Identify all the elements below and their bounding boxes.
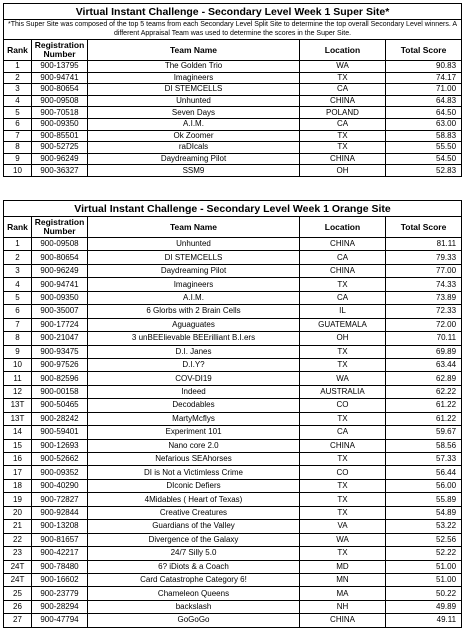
registration-number-cell: 900-09508	[32, 95, 88, 107]
registration-number-cell: 900-85501	[32, 130, 88, 142]
total-score-cell: 61.22	[386, 399, 462, 412]
registration-number-cell: 900-70518	[32, 107, 88, 119]
location-cell: TX	[300, 506, 386, 519]
registration-number-cell: 900-80654	[32, 251, 88, 264]
table-row	[4, 305, 462, 318]
rank-cell: 14	[4, 426, 32, 439]
registration-number-cell: 900-82596	[32, 372, 88, 385]
location-cell: CA	[300, 291, 386, 304]
location-cell: TX	[300, 130, 386, 142]
total-score-cell: 49.11	[386, 614, 462, 627]
location-cell: POLAND	[300, 107, 386, 119]
table-row	[4, 412, 462, 425]
total-score-cell: 55.50	[386, 142, 462, 154]
team-name-cell: Experiment 101	[88, 426, 300, 439]
total-score-cell: 50.22	[386, 587, 462, 600]
total-score-cell: 58.56	[386, 439, 462, 452]
location-cell: WA	[300, 533, 386, 546]
location-cell: TX	[300, 142, 386, 154]
team-name-cell: Nano core 2.0	[88, 439, 300, 452]
total-score-cell: 49.89	[386, 600, 462, 613]
location-cell: VA	[300, 520, 386, 533]
rank-cell: 9	[4, 153, 32, 165]
rank-cell: 5	[4, 107, 32, 119]
table-row	[4, 345, 462, 358]
table-row	[4, 453, 462, 466]
rank-cell: 5	[4, 291, 32, 304]
table-row	[4, 520, 462, 533]
registration-number-cell: 900-09508	[32, 238, 88, 251]
team-name-cell: D.I. Janes	[88, 345, 300, 358]
location-cell: CA	[300, 426, 386, 439]
table-row	[4, 318, 462, 331]
rank-cell: 21	[4, 520, 32, 533]
team-name-cell: Decodables	[88, 399, 300, 412]
registration-number-cell: 900-92844	[32, 506, 88, 519]
location-cell: TX	[300, 493, 386, 506]
table-row	[4, 385, 462, 398]
registration-number-cell: 900-94741	[32, 72, 88, 84]
super-site-table	[3, 3, 462, 177]
rank-cell: 4	[4, 95, 32, 107]
total-score-cell: 70.11	[386, 332, 462, 345]
registration-number-header: Registration Number	[32, 217, 88, 238]
registration-number-cell: 900-12693	[32, 439, 88, 452]
registration-number-cell: 900-59401	[32, 426, 88, 439]
team-name-cell: backslash	[88, 600, 300, 613]
location-cell: NH	[300, 600, 386, 613]
table-row	[4, 95, 462, 107]
total-score-cell: 59.67	[386, 426, 462, 439]
table-row	[4, 130, 462, 142]
location-cell: CHINA	[300, 264, 386, 277]
registration-number-cell: 900-13208	[32, 520, 88, 533]
registration-number-cell: 900-42217	[32, 547, 88, 560]
table-row	[4, 153, 462, 165]
rank-cell: 19	[4, 493, 32, 506]
team-name-cell: SSM9	[88, 165, 300, 177]
team-name-cell: 3 unBEElievable BEErilliant B.I.ers	[88, 332, 300, 345]
total-score-cell: 90.83	[386, 61, 462, 73]
total-score-cell: 62.22	[386, 385, 462, 398]
registration-number-cell: 900-40290	[32, 479, 88, 492]
location-cell: CO	[300, 466, 386, 479]
rank-cell: 16	[4, 453, 32, 466]
team-name-cell: 6 Glorbs with 2 Brain Cells	[88, 305, 300, 318]
rank-cell: 2	[4, 72, 32, 84]
rank-cell: 13T	[4, 412, 32, 425]
team-name-cell: Divergence of the Galaxy	[88, 533, 300, 546]
registration-number-cell: 900-23779	[32, 587, 88, 600]
location-cell: TX	[300, 278, 386, 291]
total-score-cell: 57.33	[386, 453, 462, 466]
registration-number-cell: 900-17724	[32, 318, 88, 331]
total-score-cell: 71.00	[386, 84, 462, 96]
total-score-cell: 81.11	[386, 238, 462, 251]
location-cell: OH	[300, 165, 386, 177]
team-name-cell: D.I.Y?	[88, 358, 300, 371]
location-cell: CHINA	[300, 95, 386, 107]
team-name-cell: A.I.M.	[88, 118, 300, 130]
orange-site-results	[3, 200, 461, 628]
table-row	[4, 573, 462, 586]
registration-number-cell: 900-72827	[32, 493, 88, 506]
table-row	[4, 600, 462, 613]
registration-number-cell: 900-93475	[32, 345, 88, 358]
location-cell: AUSTRALIA	[300, 385, 386, 398]
total-score-cell: 56.44	[386, 466, 462, 479]
location-cell: CHINA	[300, 439, 386, 452]
location-cell: TX	[300, 358, 386, 371]
team-name-cell: DI STEMCELLS	[88, 251, 300, 264]
table-row	[4, 506, 462, 519]
table-row	[4, 165, 462, 177]
team-name-cell: Imagineers	[88, 278, 300, 291]
location-cell: MN	[300, 573, 386, 586]
registration-number-cell: 900-47794	[32, 614, 88, 627]
rank-header: Rank	[4, 40, 32, 61]
registration-number-header: Registration Number	[32, 40, 88, 61]
rank-header: Rank	[4, 217, 32, 238]
table-row	[4, 107, 462, 119]
total-score-cell: 54.50	[386, 153, 462, 165]
rank-cell: 10	[4, 358, 32, 371]
super-site-title: Virtual Instant Challenge - Secondary Level Week 1 Super Site*	[4, 4, 462, 20]
registration-number-cell: 900-09352	[32, 466, 88, 479]
total-score-cell: 54.89	[386, 506, 462, 519]
total-score-cell: 56.00	[386, 479, 462, 492]
rank-cell: 1	[4, 238, 32, 251]
team-name-cell: Chameleon Queens	[88, 587, 300, 600]
rank-cell: 8	[4, 332, 32, 345]
registration-number-cell: 900-00158	[32, 385, 88, 398]
location-cell: CA	[300, 251, 386, 264]
total-score-cell: 51.00	[386, 560, 462, 573]
rank-cell: 7	[4, 318, 32, 331]
team-name-cell: DIconic Defiers	[88, 479, 300, 492]
rank-cell: 15	[4, 439, 32, 452]
orange-site-header-row	[4, 217, 462, 238]
rank-cell: 26	[4, 600, 32, 613]
location-cell: CA	[300, 84, 386, 96]
orange-site-rows	[4, 238, 462, 628]
location-cell: GUATEMALA	[300, 318, 386, 331]
registration-number-cell: 900-81657	[32, 533, 88, 546]
total-score-cell: 52.83	[386, 165, 462, 177]
rank-cell: 4	[4, 278, 32, 291]
total-score-cell: 74.33	[386, 278, 462, 291]
table-row	[4, 439, 462, 452]
total-score-cell: 72.33	[386, 305, 462, 318]
super-site-results	[3, 3, 461, 177]
orange-site-title: Virtual Instant Challenge - Secondary Level Week 1 Orange Site	[4, 201, 462, 217]
table-row	[4, 547, 462, 560]
table-row	[4, 61, 462, 73]
rank-cell: 1	[4, 61, 32, 73]
total-score-cell: 64.83	[386, 95, 462, 107]
team-name-cell: Ok Zoomer	[88, 130, 300, 142]
table-row	[4, 466, 462, 479]
total-score-cell: 52.56	[386, 533, 462, 546]
registration-number-cell: 900-96249	[32, 264, 88, 277]
team-name-cell: Daydreaming Pilot	[88, 153, 300, 165]
registration-number-cell: 900-94741	[32, 278, 88, 291]
registration-number-cell: 900-35007	[32, 305, 88, 318]
location-cell: WA	[300, 61, 386, 73]
total-score-cell: 69.89	[386, 345, 462, 358]
rank-cell: 20	[4, 506, 32, 519]
rank-cell: 24T	[4, 573, 32, 586]
team-name-cell: MartyMcflys	[88, 412, 300, 425]
orange-site-table	[3, 200, 462, 628]
table-row	[4, 142, 462, 154]
rank-cell: 6	[4, 305, 32, 318]
total-score-cell: 58.83	[386, 130, 462, 142]
total-score-header: Total Score	[386, 217, 462, 238]
table-row	[4, 72, 462, 84]
table-row	[4, 533, 462, 546]
table-row	[4, 238, 462, 251]
rank-cell: 25	[4, 587, 32, 600]
location-cell: CO	[300, 399, 386, 412]
team-name-header: Team Name	[88, 217, 300, 238]
total-score-cell: 52.22	[386, 547, 462, 560]
total-score-cell: 77.00	[386, 264, 462, 277]
registration-number-cell: 900-80654	[32, 84, 88, 96]
total-score-cell: 74.17	[386, 72, 462, 84]
total-score-cell: 55.89	[386, 493, 462, 506]
table-row	[4, 426, 462, 439]
team-name-cell: A.I.M.	[88, 291, 300, 304]
total-score-cell: 64.50	[386, 107, 462, 119]
table-row	[4, 332, 462, 345]
registration-number-cell: 900-28242	[32, 412, 88, 425]
rank-cell: 23	[4, 547, 32, 560]
rank-cell: 17	[4, 466, 32, 479]
rank-cell: 9	[4, 345, 32, 358]
team-name-cell: Unhunted	[88, 95, 300, 107]
rank-cell: 10	[4, 165, 32, 177]
total-score-header: Total Score	[386, 40, 462, 61]
team-name-cell: Imagineers	[88, 72, 300, 84]
team-name-cell: Guardians of the Valley	[88, 520, 300, 533]
location-cell: TX	[300, 453, 386, 466]
team-name-cell: raDIcals	[88, 142, 300, 154]
registration-number-cell: 900-09350	[32, 291, 88, 304]
rank-cell: 2	[4, 251, 32, 264]
total-score-cell: 79.33	[386, 251, 462, 264]
registration-number-cell: 900-28294	[32, 600, 88, 613]
location-cell: CHINA	[300, 153, 386, 165]
super-site-rows	[4, 61, 462, 177]
table-row	[4, 251, 462, 264]
team-name-cell: 4Midables ( Heart of Texas)	[88, 493, 300, 506]
team-name-cell: Seven Days	[88, 107, 300, 119]
rank-cell: 18	[4, 479, 32, 492]
location-cell: TX	[300, 479, 386, 492]
rank-cell: 3	[4, 84, 32, 96]
table-row	[4, 372, 462, 385]
table-row	[4, 358, 462, 371]
team-name-cell: COV-DI19	[88, 372, 300, 385]
total-score-cell: 63.00	[386, 118, 462, 130]
table-row	[4, 614, 462, 627]
super-site-note: *This Super Site was composed of the top 5 teams from each Secondary Level Split Site to determine the top overall Secondary Level winners. A different Appraisal Team was used to determine the scores in the Super Site.	[4, 20, 462, 40]
rank-cell: 12	[4, 385, 32, 398]
team-name-header: Team Name	[88, 40, 300, 61]
rank-cell: 22	[4, 533, 32, 546]
total-score-cell: 63.44	[386, 358, 462, 371]
registration-number-cell: 900-16602	[32, 573, 88, 586]
registration-number-cell: 900-21047	[32, 332, 88, 345]
location-cell: TX	[300, 412, 386, 425]
team-name-cell: The Golden Trio	[88, 61, 300, 73]
location-cell: TX	[300, 345, 386, 358]
location-cell: CHINA	[300, 238, 386, 251]
table-row	[4, 493, 462, 506]
super-site-header-row	[4, 40, 462, 61]
total-score-cell: 62.89	[386, 372, 462, 385]
registration-number-cell: 900-36327	[32, 165, 88, 177]
team-name-cell: DI STEMCELLS	[88, 84, 300, 96]
total-score-cell: 73.89	[386, 291, 462, 304]
table-row	[4, 84, 462, 96]
table-row	[4, 399, 462, 412]
location-header: Location	[300, 217, 386, 238]
location-cell: CA	[300, 118, 386, 130]
location-cell: TX	[300, 547, 386, 560]
registration-number-cell: 900-97526	[32, 358, 88, 371]
registration-number-cell: 900-96249	[32, 153, 88, 165]
rank-cell: 7	[4, 130, 32, 142]
table-row	[4, 291, 462, 304]
table-row	[4, 587, 462, 600]
registration-number-cell: 900-52725	[32, 142, 88, 154]
team-name-cell: 24/7 Silly 5.0	[88, 547, 300, 560]
registration-number-cell: 900-78480	[32, 560, 88, 573]
rank-cell: 3	[4, 264, 32, 277]
team-name-cell: Card Catastrophe Category 6!	[88, 573, 300, 586]
location-cell: WA	[300, 372, 386, 385]
location-cell: MA	[300, 587, 386, 600]
team-name-cell: Unhunted	[88, 238, 300, 251]
registration-number-cell: 900-13795	[32, 61, 88, 73]
location-cell: TX	[300, 72, 386, 84]
table-row	[4, 278, 462, 291]
total-score-cell: 72.00	[386, 318, 462, 331]
total-score-cell: 61.22	[386, 412, 462, 425]
team-name-cell: Indeed	[88, 385, 300, 398]
rank-cell: 6	[4, 118, 32, 130]
total-score-cell: 51.00	[386, 573, 462, 586]
table-row	[4, 560, 462, 573]
table-row	[4, 479, 462, 492]
rank-cell: 27	[4, 614, 32, 627]
team-name-cell: Nefarious SEAhorses	[88, 453, 300, 466]
location-cell: CHINA	[300, 614, 386, 627]
registration-number-cell: 900-09350	[32, 118, 88, 130]
location-cell: MD	[300, 560, 386, 573]
table-row	[4, 118, 462, 130]
registration-number-cell: 900-52662	[32, 453, 88, 466]
location-header: Location	[300, 40, 386, 61]
team-name-cell: Aguaguates	[88, 318, 300, 331]
rank-cell: 24T	[4, 560, 32, 573]
team-name-cell: Creative Creatures	[88, 506, 300, 519]
rank-cell: 13T	[4, 399, 32, 412]
registration-number-cell: 900-50465	[32, 399, 88, 412]
team-name-cell: 6? iDiots & a Coach	[88, 560, 300, 573]
rank-cell: 8	[4, 142, 32, 154]
table-row	[4, 264, 462, 277]
location-cell: IL	[300, 305, 386, 318]
rank-cell: 11	[4, 372, 32, 385]
team-name-cell: DI is Not a Victimless Crime	[88, 466, 300, 479]
team-name-cell: Daydreaming Pilot	[88, 264, 300, 277]
total-score-cell: 53.22	[386, 520, 462, 533]
location-cell: OH	[300, 332, 386, 345]
team-name-cell: GoGoGo	[88, 614, 300, 627]
